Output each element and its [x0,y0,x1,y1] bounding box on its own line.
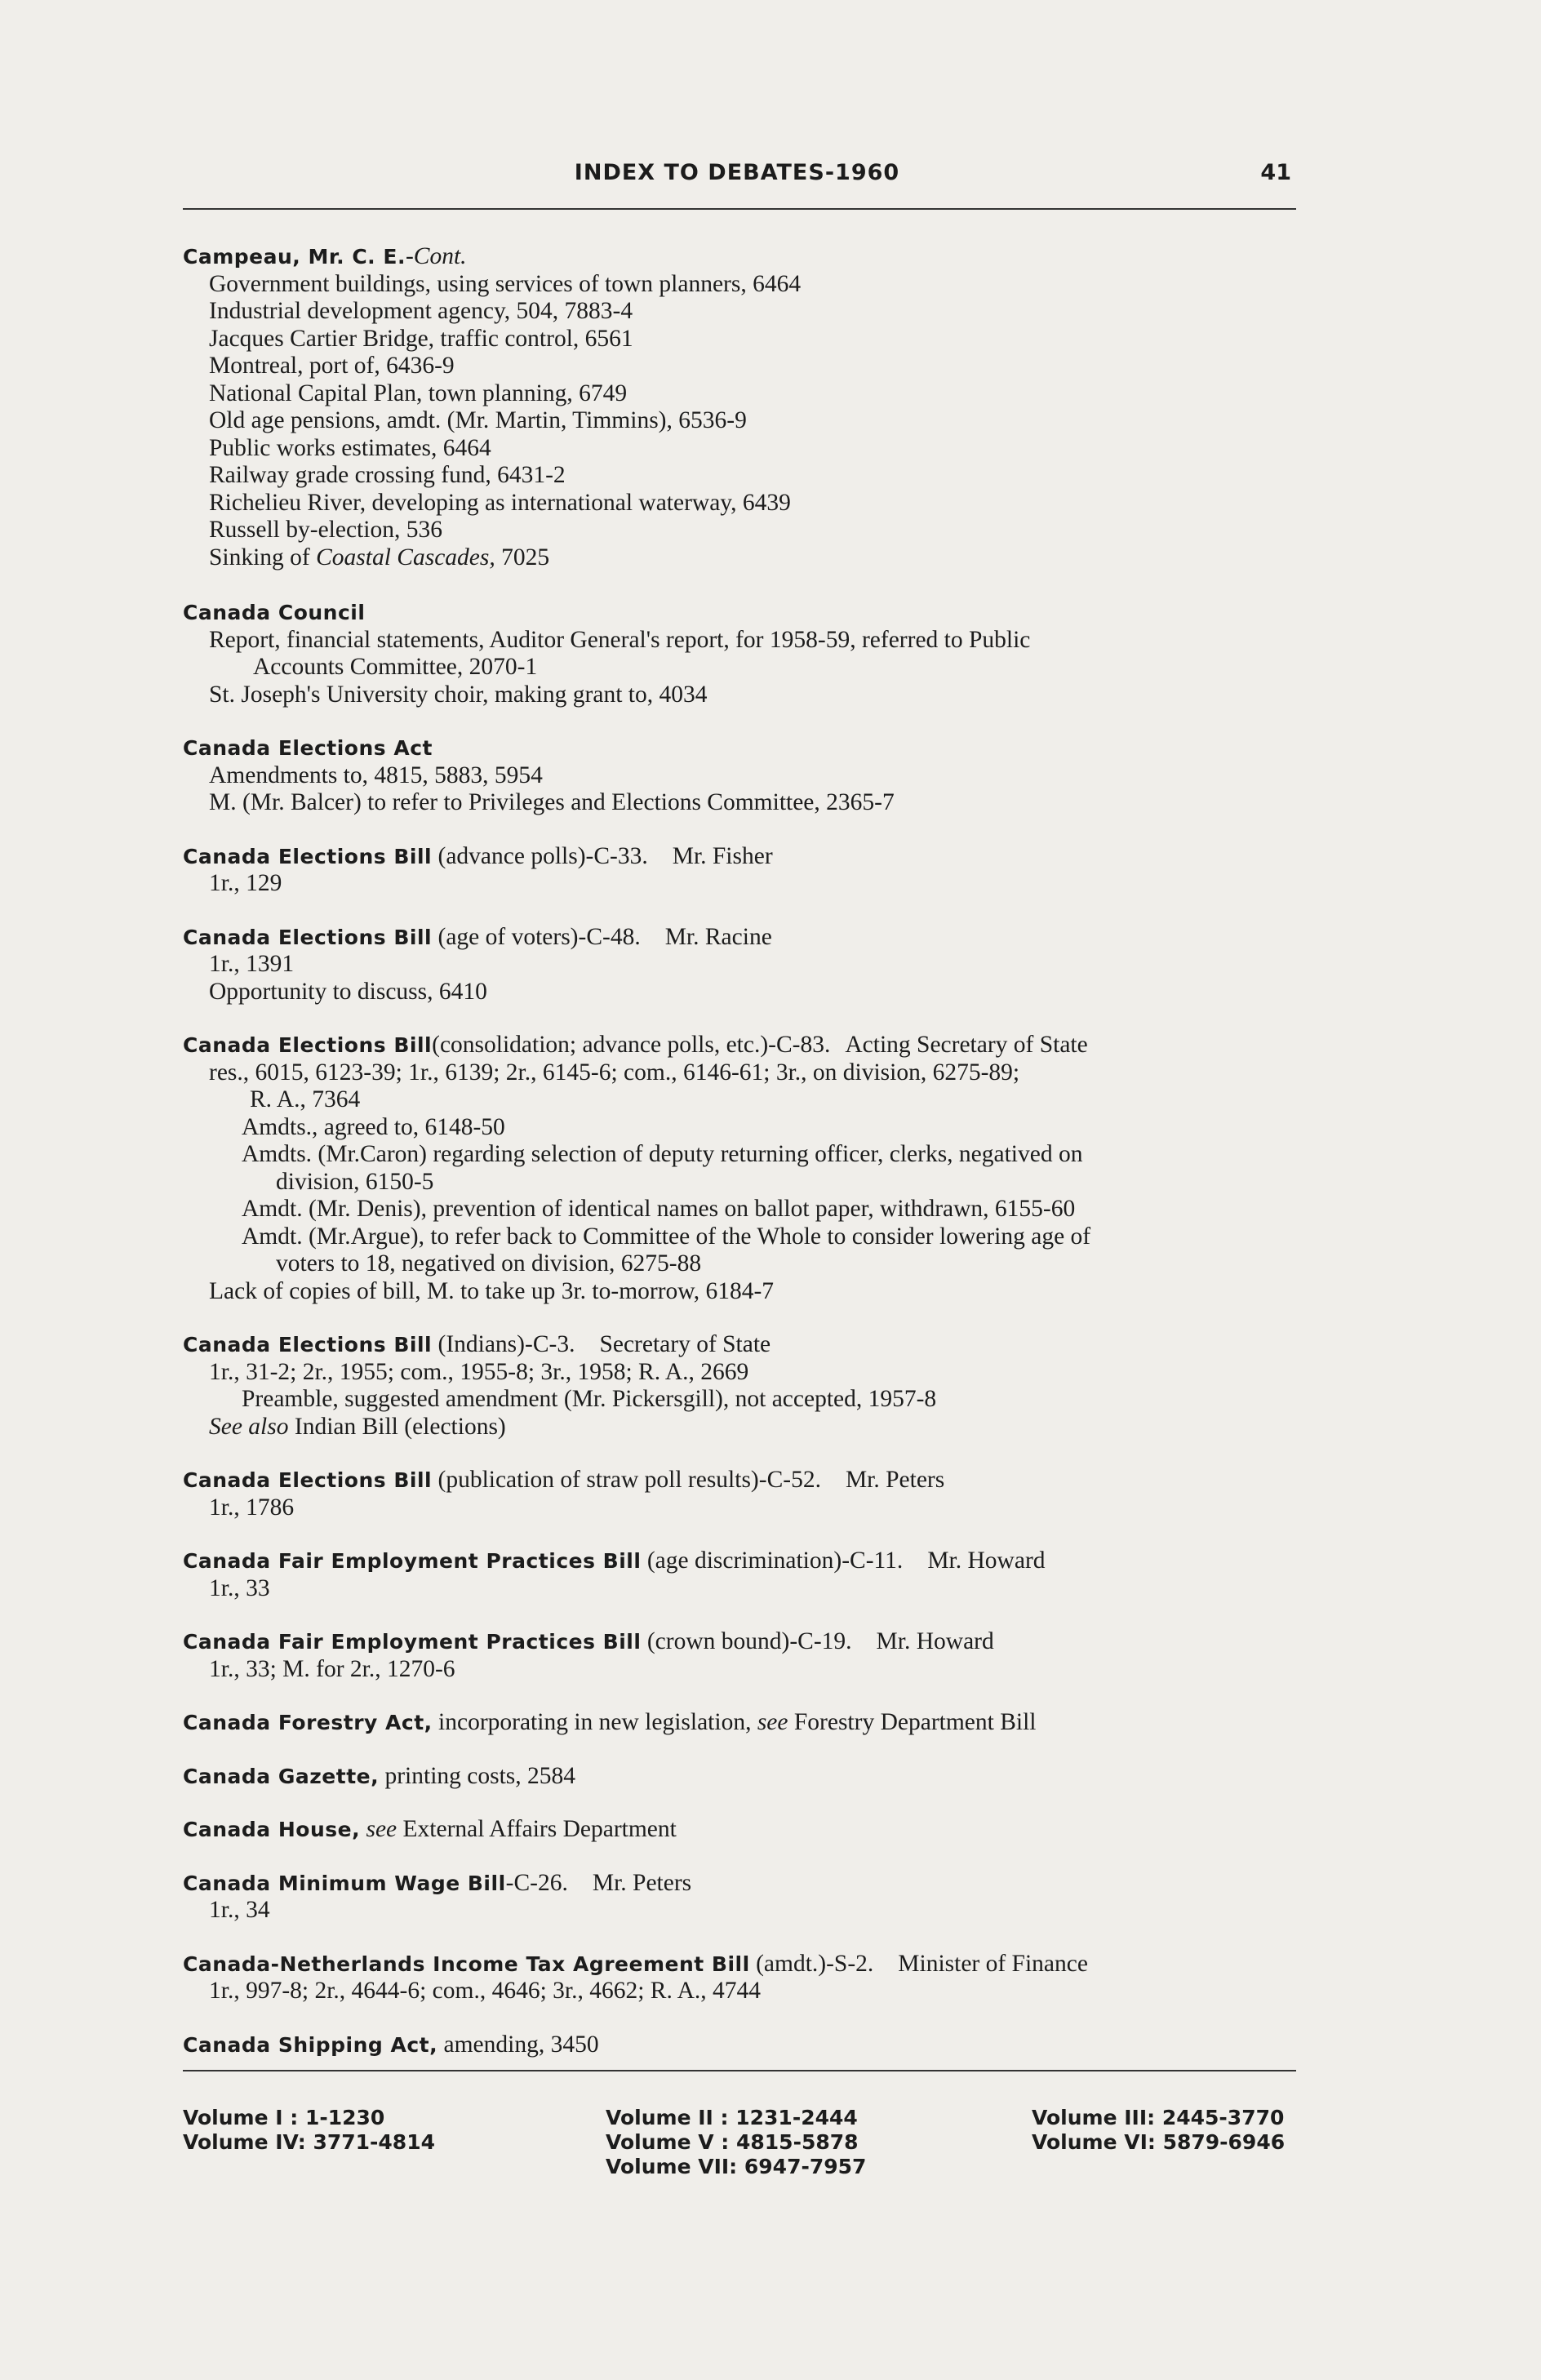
entry-heading: Canada Minimum Wage Bill [183,1871,506,1895]
volume-range: Volume V : 4815-5878 [606,2130,859,2154]
volume-column [183,2106,435,2155]
entry-description: (age discrimination)-C-11. [641,1547,904,1574]
entry-description: printing costs, 2584 [379,1762,576,1789]
entry-description: (amdt.)-S-2. [749,1950,874,1977]
subentry-continuation: division, 6150-5 [276,1168,434,1195]
subentry-line: Government buildings, using services of town planners, 6464 [209,270,802,297]
page-header [183,160,1291,196]
subentry-line: Jacques Cartier Bridge, traffic control, 6561 [209,325,633,352]
entry-description: (Indians)-C-3. [432,1331,575,1357]
entry-heading: Canada Elections Bill [183,925,433,949]
entry-heading: Canada Fair Employment Practices Bill [183,1630,642,1654]
subentry-continuation: Accounts Committee, 2070-1 [253,654,538,680]
entry-heading: Canada Elections Bill [183,1333,433,1357]
entry-heading: Canada Fair Employment Practices Bill [183,1549,642,1573]
subentry-line: Old age pensions, amdt. (Mr. Martin, Timmins), 6536-9 [209,407,747,433]
index-entry-forestry-act [183,1709,1296,1737]
entry-sponsor: Secretary of State [599,1331,771,1357]
index-entry-fair-employment-c11 [183,1547,1296,1602]
entry-description: (publication of straw poll results)-C-52. [432,1467,821,1493]
subentry-line: M. (Mr. Balcer) to refer to Privileges and Elections Committee, 2365-7 [209,789,895,815]
cross-reference-target: Indian Bill (elections) [288,1413,506,1440]
subentry-line: 1r., 33 [209,1574,270,1601]
index-entry-elections-bill-c3 [183,1331,1296,1441]
entry-sponsor: Mr. Peters [845,1467,945,1493]
entry-continued: -Cont. [405,243,467,269]
subentry-line: 1r., 1786 [209,1494,295,1521]
footer-rule [183,2070,1296,2071]
subentry-continuation: R. A., 7364 [250,1086,361,1112]
entry-description: (advance polls)-C-33. [432,842,648,869]
entry-heading: Canada Forestry Act, [183,1711,433,1734]
subentry-line: Richelieu River, developing as international waterway, 6439 [209,489,791,516]
subentry-line: 1r., 31-2; 2r., 1955; com., 1955-8; 3r., 1958; R. A., 2669 [209,1358,749,1385]
volume-column [606,2106,866,2179]
page-title: INDEX TO DEBATES-1960 [574,160,900,185]
subentry-line: 1r., 1391 [209,951,295,977]
volume-column [1032,2106,1285,2155]
see-also-label: See also [209,1413,289,1440]
volume-range: Volume IV: 3771-4814 [183,2130,435,2154]
subentry-line: Amdt. (Mr.Argue), to refer back to Committee of the Whole to consider lowering age of [242,1223,1091,1250]
index-entry-shipping-act [183,2031,1296,2059]
entry-description: (age of voters)-C-48. [432,923,641,950]
subentry-line: National Capital Plan, town planning, 6749 [209,380,628,406]
entry-description: (crown bound)-C-19. [641,1628,852,1654]
index-entry-elections-bill-c33 [183,843,1296,898]
entry-sponsor: Mr. Peters [592,1869,692,1896]
subentry-line: Montreal, port of, 6436-9 [209,353,455,379]
volume-range: Volume III: 2445-3770 [1032,2106,1285,2129]
entry-heading: Canada Council [183,601,366,624]
entry-heading: Canada Elections Bill [183,1033,433,1057]
subentry-line: Lack of copies of bill, M. to take up 3r. to-morrow, 6184-7 [209,1277,775,1304]
header-rule [183,208,1296,210]
subentry-line: res., 6015, 6123-39; 1r., 6139; 2r., 6145-6; com., 6146-61; 3r., on division, 6275-89; [209,1059,1020,1086]
entry-heading: Canada Elections Bill [183,844,433,868]
ship-name: Coastal Cascades, [316,544,495,571]
entry-heading: Canada Shipping Act, [183,2032,438,2057]
entry-description: (consolidation; advance polls, etc.)-C-83. [432,1032,831,1058]
index-entry-elections-bill-c83 [183,1032,1296,1305]
entry-description: -C-26. [505,1869,568,1896]
subentry-line: Report, financial statements, Auditor General's report, for 1958-59, referred to Public [209,626,1031,653]
index-entry-elections-bill-c52 [183,1467,1296,1521]
index-entry-fair-employment-c19 [183,1628,1296,1683]
subentry-line [183,544,1296,572]
subentry-line: Railway grade crossing fund, 6431-2 [209,462,566,488]
entry-sponsor: Mr. Racine [664,923,772,950]
volume-range: Volume II : 1231-2444 [606,2106,858,2129]
cross-reference-target: Forestry Department Bill [788,1709,1037,1735]
page-ref: 7025 [495,544,550,571]
subentry-line: Public works estimates, 6464 [209,434,491,461]
volume-range: Volume VI: 5879-6946 [1032,2130,1286,2154]
subentry-line: 1r., 129 [209,870,282,896]
index-entry-elections-act [183,735,1296,817]
subentry-line: 1r., 997-8; 2r., 4644-6; com., 4646; 3r., 4662; R. A., 4744 [209,1978,762,2004]
volume-range: Volume VII: 6947-7957 [606,2155,867,2178]
volume-range: Volume I : 1-1230 [183,2106,385,2129]
subentry-line: St. Joseph's University choir, making grant to, 4034 [209,681,708,708]
entry-sponsor: Mr. Fisher [672,842,773,869]
entry-sponsor: Minister of Finance [898,1950,1088,1977]
index-entry-minimum-wage-bill [183,1870,1296,1925]
index-entry-canada-house [183,1816,1296,1844]
index-body [183,243,1296,2085]
entry-sponsor: Mr. Howard [876,1628,994,1654]
subentry-line: Opportunity to discuss, 6410 [209,978,487,1005]
subentry-text: Sinking of [209,544,317,571]
entry-heading: Canada-Netherlands Income Tax Agreement Bill [183,1952,750,1976]
index-entry-netherlands-tax-bill [183,1951,1296,2005]
index-entry-elections-bill-c48 [183,924,1296,1006]
see-label: see [366,1816,397,1842]
entry-heading: Canada House, [183,1818,361,1841]
index-entry-canada-gazette [183,1763,1296,1791]
entry-description: incorporating in new legislation, [432,1709,757,1735]
subentry-line: Preamble, suggested amendment (Mr. Pickersgill), not accepted, 1957-8 [242,1386,937,1412]
subentry-line: Amdts. (Mr.Caron) regarding selection of deputy returning officer, clerks, negatived on [242,1141,1083,1167]
cross-reference-target: External Affairs Department [397,1816,677,1842]
subentry-line: 1r., 33; M. for 2r., 1270-6 [209,1655,455,1682]
index-entry-campeau [183,243,1296,571]
subentry-line: Amendments to, 4815, 5883, 5954 [209,762,543,788]
entry-description: amending, 3450 [437,2031,599,2058]
subentry-line: Russell by-election, 536 [209,517,442,543]
subentry-continuation: voters to 18, negatived on division, 6275-88 [276,1250,702,1277]
entry-heading: Canada Elections Act [183,736,433,760]
entry-sponsor: Acting Secretary of State [845,1032,1088,1058]
see-label: see [757,1709,788,1735]
subentry-line: 1r., 34 [209,1897,270,1923]
entry-heading: Canada Elections Bill [183,1468,433,1492]
subentry-line: Amdt. (Mr. Denis), prevention of identical names on ballot paper, withdrawn, 6155-60 [242,1196,1076,1222]
entry-heading: Campeau, Mr. C. E. [183,245,406,269]
cross-reference [183,1414,1296,1441]
subentry-line: Industrial development agency, 504, 7883-4 [209,298,633,324]
entry-heading: Canada Gazette, [183,1764,380,1788]
page-number: 41 [1260,160,1291,185]
index-entry-canada-council [183,599,1296,708]
entry-sponsor: Mr. Howard [927,1547,1046,1574]
subentry-line: Amdts., agreed to, 6148-50 [242,1113,505,1140]
